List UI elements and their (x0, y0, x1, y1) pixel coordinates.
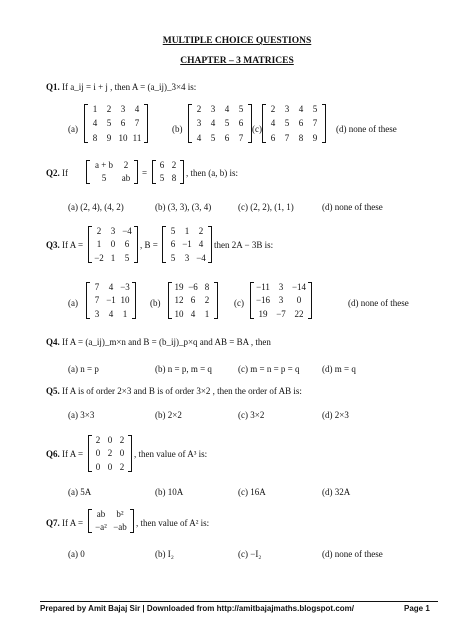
matrix-cell: 2 (107, 448, 113, 459)
matrix-cell: 6 (270, 132, 276, 143)
matrix-cell: 11 (132, 132, 142, 143)
question-3 (46, 240, 83, 250)
matrix-cell: 4 (108, 282, 114, 292)
page-heading: MULTIPLE CHOICE QUESTIONS (162, 36, 312, 46)
option-d: (d) 32A (322, 487, 351, 497)
option-d: (d) 2×3 (322, 410, 349, 420)
footer-divider (40, 601, 438, 602)
matrix-cell: 8 (92, 132, 98, 143)
matrix-cell: 6 (238, 118, 244, 129)
option-c: (c) 3×2 (238, 410, 265, 420)
matrix-cell: 3 (196, 118, 202, 129)
matrix-cell: 3 (284, 104, 290, 114)
matrix-cell: 2 (119, 461, 125, 472)
option-c-matrix (266, 104, 322, 143)
rhs-matrix (156, 160, 180, 184)
option-b: (b) n = p, m = q (155, 364, 212, 374)
option-c: (c) m = n = p = q (238, 364, 300, 374)
option-a: (a) 3×3 (68, 410, 95, 420)
option-d: (d) none of these (336, 124, 397, 134)
question-2 (46, 168, 68, 178)
matrix-cell: ab (121, 173, 131, 184)
matrix-cell: 19 (174, 282, 184, 292)
option-b-matrix (192, 104, 248, 143)
matrix-a (92, 435, 128, 472)
option-d: (d) none of these (322, 549, 383, 559)
matrix-cell: 9 (106, 132, 112, 143)
option-a: (a) 0 (68, 549, 85, 559)
matrix-cell: 1 (204, 308, 210, 319)
matrix-cell: 6 (298, 118, 304, 129)
matrix-cell: 6 (159, 160, 165, 170)
matrix-cell: 0 (107, 435, 113, 445)
option-c: (c) 16A (238, 487, 266, 497)
matrix-cell: 7 (94, 282, 100, 292)
matrix-cell: 5 (284, 118, 290, 129)
option-label: (b) (150, 298, 161, 308)
matrix-cell: −6 (188, 282, 198, 292)
matrix-cell: 10 (118, 132, 128, 143)
question-stem: If a_ij = i + j , then A = (a_ij)_3×4 is: (62, 82, 197, 92)
matrix-a (92, 226, 134, 263)
option-a: (a) 5A (68, 487, 92, 497)
question-stem: If A is of order 2×3 and B is of order 3×2 , then the order of AB is: (62, 386, 302, 396)
question-number: Q3. (46, 240, 60, 250)
matrix-cell: 22 (294, 308, 304, 319)
matrix-cell: 4 (92, 118, 98, 129)
matrix-cell: 5 (238, 104, 244, 114)
question-text: If A = (62, 518, 84, 528)
option-b: (b) 10A (155, 487, 184, 497)
option-b-matrix (172, 282, 214, 319)
matrix-cell: 3 (210, 104, 216, 114)
question-4 (46, 337, 271, 347)
matrix-cell: −16 (255, 295, 271, 306)
option-b: (b) (3, 3), (3, 4) (155, 202, 212, 212)
question-text: then 2A − 3B is: (214, 240, 274, 250)
matrix-cell: 5 (210, 132, 216, 143)
matrix-cell: 1 (122, 308, 128, 319)
equals-sign: = (142, 168, 148, 178)
matrix-cell: −1 (106, 295, 116, 306)
matrix-cell: 8 (204, 282, 210, 292)
matrix-cell: 2 (123, 160, 129, 170)
question-number: Q7. (46, 518, 60, 528)
question-number: Q5. (46, 386, 60, 396)
matrix-cell: 5 (101, 173, 107, 184)
matrix-cell: −3 (120, 282, 130, 292)
matrix-cell: 12 (174, 295, 184, 306)
matrix-cell: 4 (298, 104, 304, 114)
matrix-cell: 4 (270, 118, 276, 129)
chapter-title: CHAPTER – 3 MATRICES (180, 56, 294, 66)
matrix-cell: 5 (170, 252, 176, 263)
question-stem: If A = (a_ij)_m×n and B = (b_ij)_p×q and AB = BA , then (62, 337, 271, 347)
question-text: , B = (140, 240, 158, 250)
matrix-cell: −ab (113, 522, 127, 533)
lhs-matrix (90, 160, 134, 184)
page-number: Page 1 (404, 604, 430, 613)
matrix-cell: 7 (134, 118, 140, 129)
option-label: (a) (68, 124, 78, 134)
matrix-cell: 5 (159, 173, 165, 184)
matrix-cell: 4 (108, 308, 114, 319)
matrix-cell: 7 (94, 295, 100, 306)
matrix-cell: 8 (298, 132, 304, 143)
matrix-cell: 5 (224, 118, 230, 129)
option-label: (c) (252, 124, 262, 134)
matrix-cell: −11 (256, 282, 270, 292)
matrix-cell: 4 (196, 132, 202, 143)
matrix-cell: 0 (110, 239, 116, 250)
option-d: (d) none of these (322, 202, 383, 212)
option-label: (c) (234, 298, 244, 308)
matrix-cell: 3 (184, 252, 190, 263)
matrix-a (92, 509, 130, 533)
option-a-matrix (90, 282, 132, 319)
matrix-cell: −14 (291, 282, 307, 292)
matrix-cell: 3 (110, 226, 116, 236)
matrix-cell: 4 (190, 308, 196, 319)
option-d: (d) none of these (348, 298, 409, 308)
matrix-cell: 5 (170, 226, 176, 236)
question-number: Q1. (46, 82, 60, 92)
question-text: If A = (62, 449, 84, 459)
matrix-cell: 5 (124, 252, 130, 263)
question-number: Q4. (46, 337, 60, 347)
option-label: (a) (68, 298, 78, 308)
question-text: , then (a, b) is: (186, 168, 238, 178)
question-6 (46, 449, 83, 459)
matrix-cell: 3 (278, 295, 284, 306)
question-1 (46, 82, 196, 92)
question-text: If A = (62, 240, 84, 250)
matrix-cell: 19 (258, 308, 268, 319)
matrix-cell: 6 (120, 118, 126, 129)
matrix-cell: 0 (119, 448, 125, 459)
option-c-matrix (254, 282, 308, 319)
question-number: Q2. (46, 168, 60, 178)
matrix-cell: 2 (270, 104, 276, 114)
matrix-cell: 7 (284, 132, 290, 143)
matrix-cell: 0 (296, 295, 302, 306)
footer-credit: Prepared by Amit Bajaj Sir | Downloaded from http://amitbajajmaths.blogspot.com/ (40, 604, 354, 613)
question-text: , then value of A² is: (136, 518, 210, 528)
option-b: (b) 2×2 (155, 410, 182, 420)
matrix-cell: 4 (210, 118, 216, 129)
matrix-cell: b² (116, 509, 124, 519)
matrix-cell: 2 (95, 435, 101, 445)
matrix-cell: 5 (106, 118, 112, 129)
matrix-cell: 9 (312, 132, 318, 143)
matrix-cell: 1 (96, 239, 102, 250)
matrix-cell: −7 (276, 308, 286, 319)
matrix-cell: 2 (106, 104, 112, 114)
matrix-cell: 10 (120, 295, 130, 306)
matrix-cell: −4 (122, 226, 132, 236)
matrix-cell: 1 (110, 252, 116, 263)
matrix-cell: 6 (224, 132, 230, 143)
option-b: (b) I₂ (155, 549, 174, 559)
matrix-cell: 5 (312, 104, 318, 114)
matrix-cell: 2 (119, 435, 125, 445)
matrix-cell: −2 (94, 252, 104, 263)
matrix-cell: 4 (198, 239, 204, 250)
matrix-cell: 7 (312, 118, 318, 129)
matrix-cell: 1 (184, 226, 190, 236)
question-text: , then value of A³ is: (134, 449, 208, 459)
matrix-cell: 3 (278, 282, 284, 292)
matrix-cell: 0 (95, 448, 101, 459)
matrix-cell: 2 (171, 160, 177, 170)
question-7 (46, 518, 83, 528)
matrix-cell: 6 (124, 239, 130, 250)
matrix-cell: 8 (171, 173, 177, 184)
matrix-cell: 6 (170, 239, 176, 250)
matrix-cell: 1 (92, 104, 98, 114)
option-d: (d) m = q (322, 364, 356, 374)
matrix-b (166, 226, 208, 263)
matrix-cell: 6 (190, 295, 196, 306)
matrix-cell: 3 (120, 104, 126, 114)
matrix-cell: 4 (134, 104, 140, 114)
matrix-cell: 0 (95, 461, 101, 472)
option-a: (a) n = p (68, 364, 99, 374)
matrix-cell: −a² (95, 522, 107, 533)
option-a-matrix (88, 104, 144, 143)
matrix-cell: 3 (94, 308, 100, 319)
matrix-cell: 0 (107, 461, 113, 472)
option-label: (b) (172, 124, 183, 134)
option-c: (c) −I₂ (238, 549, 262, 559)
matrix-cell: a + b (94, 160, 114, 170)
question-text: If (62, 168, 69, 178)
matrix-cell: 2 (196, 104, 202, 114)
matrix-cell: 4 (224, 104, 230, 114)
matrix-cell: ab (96, 509, 106, 519)
option-a: (a) (2, 4), (4, 2) (68, 202, 124, 212)
matrix-cell: 2 (96, 226, 102, 236)
question-number: Q6. (46, 449, 60, 459)
question-5 (46, 386, 302, 396)
option-c: (c) (2, 2), (1, 1) (238, 202, 294, 212)
matrix-cell: 2 (198, 226, 204, 236)
matrix-cell: −1 (182, 239, 192, 250)
matrix-cell: −4 (196, 252, 206, 263)
matrix-cell: 7 (238, 132, 244, 143)
matrix-cell: 2 (204, 295, 210, 306)
matrix-cell: 10 (174, 308, 184, 319)
